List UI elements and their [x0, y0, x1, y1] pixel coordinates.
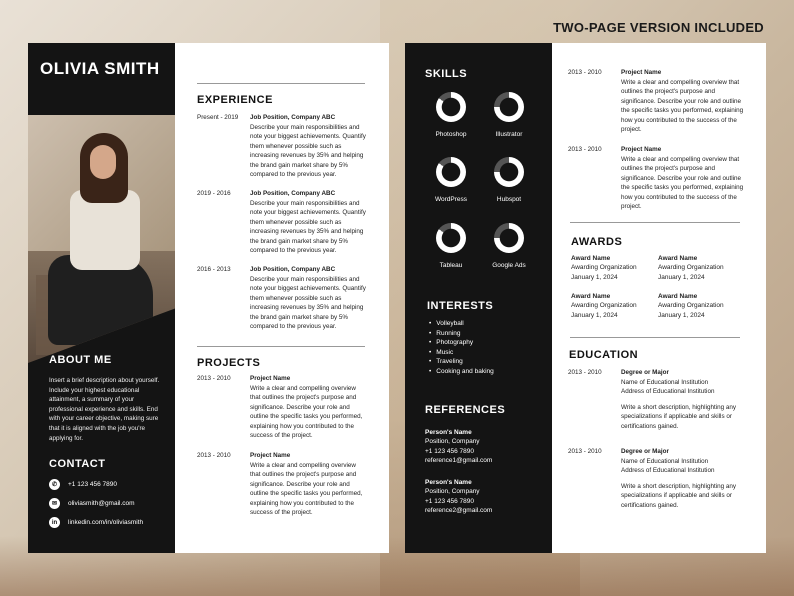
- page1-sidebar: [28, 43, 175, 553]
- contact-phone: [49, 479, 117, 490]
- page1-main: [175, 43, 389, 553]
- award-name: Award Name: [658, 255, 698, 262]
- project-entry: [568, 68, 748, 135]
- project-entry: [197, 451, 367, 518]
- skill-item: [479, 223, 539, 269]
- entry-desc: Describe your main responsibilities and note your biggest achievements. Quantify them whenever possible such as increasing revenues by 35% and helping the brand gain market share by 5% compared to the previous year.: [250, 123, 366, 178]
- award-date: January 1, 2024: [571, 311, 618, 319]
- profile-photo: [28, 115, 175, 363]
- skill-item: [421, 157, 481, 203]
- entry-date: 2013 - 2010: [197, 375, 231, 382]
- project-entry: [568, 145, 748, 212]
- entry-title: Project Name: [250, 452, 291, 459]
- entry-title: Job Position, Company ABC: [250, 190, 336, 197]
- entry-date: 2013 - 2010: [568, 69, 602, 76]
- about-text: Insert a brief description about yourself. Include your highest educational attainment, a summary of your professional experience and skills. End with your career objective, making sure that it is aligned with the job you're applying for.: [49, 377, 160, 442]
- reference-phone: +1 123 456 7890: [425, 447, 474, 455]
- skill-donut: [436, 223, 466, 253]
- reference-company: Position, Company: [425, 438, 480, 446]
- experience-entry: [197, 113, 367, 180]
- skill-item: [479, 157, 539, 203]
- skill-donut: [494, 92, 524, 122]
- skill-item: [421, 92, 481, 138]
- entry-desc: Write a clear and compelling overview that outlines the project's purpose and significance. Describe your role and outline the specific tasks you performed, explaining how you contributed to the success of the project.: [250, 461, 363, 516]
- entry-desc: Write a clear and compelling overview that outlines the project's purpose and significance. Describe your role and outline the specific tasks you performed, explaining how you contributed to the success of the project.: [250, 384, 363, 439]
- skill-label: Google Ads: [492, 262, 526, 269]
- entry-title: Job Position, Company ABC: [250, 266, 336, 273]
- entry-desc: Write a clear and compelling overview that outlines the project's purpose and significance. Describe your role and outline the specific tasks you performed, explaining how you contributed to the success of the project.: [621, 78, 744, 133]
- contact-title: CONTACT: [49, 458, 106, 470]
- entry-title: Project Name: [621, 69, 662, 76]
- award-org: Awarding Organization: [658, 302, 724, 310]
- skill-label: Illustrator: [495, 131, 523, 138]
- contact-linkedin-value: linkedin.com/in/oliviasmith: [68, 519, 144, 526]
- interest-item: • Cooking and baking: [429, 367, 494, 377]
- page2-main: [552, 43, 766, 553]
- award-entry: [658, 254, 724, 282]
- entry-date: 2013 - 2010: [197, 452, 231, 459]
- skill-label: Tableau: [439, 262, 463, 269]
- entry-desc: Write a clear and compelling overview that outlines the project's purpose and significance. Describe your role and outline the specific tasks you performed, explaining how you contributed to the success of the project.: [621, 155, 744, 210]
- banner-text: TWO-PAGE VERSION INCLUDED: [553, 20, 764, 35]
- education-desc: Write a short description, highlighting any specializations if applicable and skills or certifications gained.: [621, 482, 737, 509]
- reference-phone: +1 123 456 7890: [425, 497, 474, 505]
- skill-donut: [436, 157, 466, 187]
- skill-item: [421, 223, 481, 269]
- entry-desc: Describe your main responsibilities and note your biggest achievements. Quantify them whenever possible such as increasing revenues by 35% and helping the brand gain market share by 5% compared to the previous year.: [250, 275, 366, 330]
- project-entry: [197, 374, 367, 441]
- reference-entry: [425, 428, 492, 465]
- phone-icon: ✆: [49, 479, 60, 490]
- skill-item: [479, 92, 539, 138]
- contact-linkedin: [49, 517, 143, 528]
- experience-entry: [197, 265, 367, 332]
- award-name: Award Name: [658, 293, 698, 300]
- contact-phone-value: +1 123 456 7890: [68, 481, 117, 488]
- divider: [197, 83, 365, 84]
- education-entry: [568, 447, 753, 510]
- reference-email: reference1@gmail.com: [425, 456, 493, 464]
- awards-title: AWARDS: [571, 236, 623, 248]
- award-name: Award Name: [571, 293, 611, 300]
- education-address: Address of Educational Institution: [621, 388, 715, 395]
- reference-name: Person's Name: [425, 479, 472, 486]
- experience-title: EXPERIENCE: [197, 94, 273, 106]
- education-school: Name of Educational Institution: [621, 457, 709, 465]
- interest-item: • Music: [429, 348, 494, 358]
- skills-title: SKILLS: [425, 68, 468, 80]
- entry-title: Job Position, Company ABC: [250, 114, 336, 121]
- education-degree: Degree or Major: [621, 369, 669, 376]
- divider: [570, 222, 740, 223]
- education-address: Address of Educational Institution: [621, 467, 715, 474]
- reference-company: Position, Company: [425, 488, 480, 496]
- contact-email-value: oliviasmith@gmail.com: [68, 500, 135, 507]
- skill-label: WordPress: [434, 196, 468, 203]
- interests-list: [429, 319, 494, 377]
- award-org: Awarding Organization: [571, 302, 637, 310]
- reference-email: reference2@gmail.com: [425, 506, 493, 514]
- candidate-name: OLIVIA SMITH: [40, 59, 160, 78]
- reference-entry: [425, 478, 492, 515]
- entry-desc: Describe your main responsibilities and note your biggest achievements. Quantify them whenever possible such as increasing revenues by 35% and helping the brand gain market share by 5% compared to the previous year.: [250, 199, 366, 254]
- entry-date: Present - 2019: [197, 114, 239, 121]
- award-entry: [571, 292, 637, 320]
- entry-date: 2016 - 2013: [197, 266, 231, 273]
- award-org: Awarding Organization: [571, 264, 637, 272]
- reference-name: Person's Name: [425, 429, 472, 436]
- education-school: Name of Educational Institution: [621, 378, 709, 386]
- interest-item: • Photography: [429, 338, 494, 348]
- award-entry: [571, 254, 637, 282]
- interest-item: • Traveling: [429, 357, 494, 367]
- entry-title: Project Name: [250, 375, 291, 382]
- experience-entry: [197, 189, 367, 256]
- contact-email: [49, 498, 135, 509]
- skill-donut: [494, 157, 524, 187]
- about-title: ABOUT ME: [49, 354, 112, 366]
- award-org: Awarding Organization: [658, 264, 724, 272]
- entry-date: 2013 - 2010: [568, 448, 602, 455]
- interests-title: INTERESTS: [427, 300, 494, 312]
- skill-label: Hubspot: [496, 196, 522, 203]
- entry-date: 2013 - 2010: [568, 146, 602, 153]
- email-icon: ✉: [49, 498, 60, 509]
- page2-sidebar: [405, 43, 552, 553]
- education-desc: Write a short description, highlighting any specializations if applicable and skills or certifications gained.: [621, 403, 737, 430]
- education-degree: Degree or Major: [621, 448, 669, 455]
- skill-label: Photoshop: [435, 131, 467, 138]
- education-entry: [568, 368, 753, 431]
- skill-donut: [494, 223, 524, 253]
- award-name: Award Name: [571, 255, 611, 262]
- divider: [197, 346, 365, 347]
- linkedin-icon: in: [49, 517, 60, 528]
- entry-date: 2019 - 2016: [197, 190, 231, 197]
- references-title: REFERENCES: [425, 404, 506, 416]
- interest-item: • Volleyball: [429, 319, 494, 329]
- award-entry: [658, 292, 724, 320]
- interest-item: • Running: [429, 329, 494, 339]
- resume-page-1: [28, 43, 389, 553]
- divider: [570, 337, 740, 338]
- resume-page-2: [405, 43, 766, 553]
- education-title: EDUCATION: [569, 349, 639, 361]
- award-date: January 1, 2024: [658, 273, 705, 281]
- award-date: January 1, 2024: [658, 311, 705, 319]
- entry-title: Project Name: [621, 146, 662, 153]
- skill-donut: [436, 92, 466, 122]
- award-date: January 1, 2024: [571, 273, 618, 281]
- entry-date: 2013 - 2010: [568, 369, 602, 376]
- projects-title: PROJECTS: [197, 357, 261, 369]
